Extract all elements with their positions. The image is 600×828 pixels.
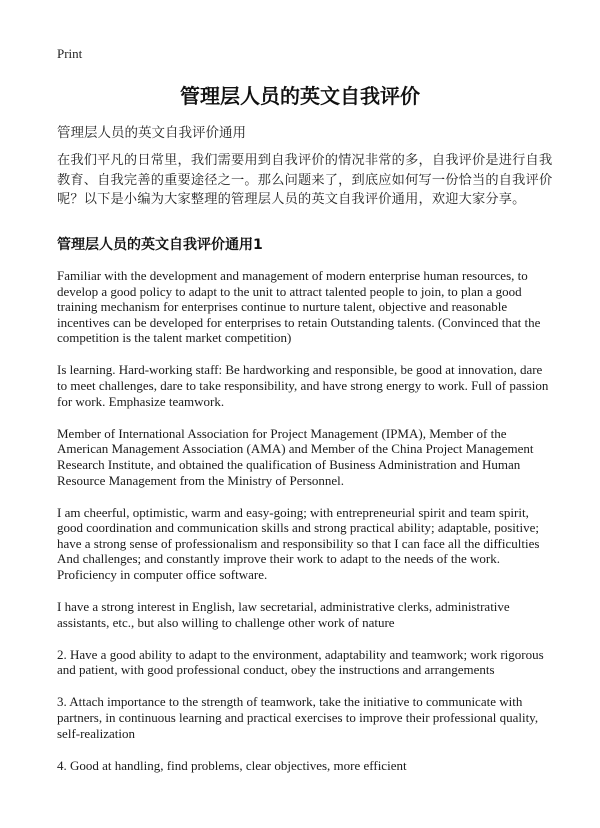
- body-paragraph: 2. Have a good ability to adapt to the environment, adaptability and teamwork; work rigorous and patient, with good professional conduct, obey the instructions and arrangements: [57, 646, 544, 678]
- body-paragraph: Familiar with the development and management of modern enterprise human resources, to develop a good policy to adapt to the unit to attract talented people to join, to plan a good training mechanism for enterprises continue to nurture talent, objective and reasonable incentives can be developed for enterprises to retain Outstanding talents. (Convinced that the competition is the talent market competition): [57, 268, 541, 346]
- page-title: 管理层人员的英文自我评价: [180, 84, 420, 108]
- body-paragraph: I am cheerful, optimistic, warm and easy-going; with entrepreneurial spirit and team spirit, good coordination and communication skills and strong practical ability; adaptable, positive; have a strong sense of professionalism and responsibility so that I can face all the difficulties And challenges; and constantly improve their work to adapt to the needs of the work. Proficiency in computer office software.: [57, 504, 540, 582]
- print-link[interactable]: Print: [57, 46, 83, 61]
- body-paragraph: I have a strong interest in English, law secretarial, administrative clerks, administrative assistants, etc., but also willing to challenge other work of nature: [57, 599, 510, 630]
- body-paragraph: 4. Good at handling, find problems, clear objectives, more efficient: [57, 757, 407, 773]
- section-heading: 管理层人员的英文自我评价通用1: [57, 237, 263, 253]
- subtitle: 管理层人员的英文自我评价通用: [57, 125, 246, 141]
- body-paragraph: 3. Attach importance to the strength of teamwork, take the initiative to communicate with partners, in continuous learning and practical exercises to improve their professional quality, self-realization: [57, 694, 539, 741]
- body-paragraph: Is learning. Hard-working staff: Be hardworking and responsible, be good at innovation, dare to meet challenges, dare to take responsibility, and have strong energy to work. Full of passion for work. Emphasize teamwork.: [57, 362, 549, 409]
- intro-paragraph: 在我们平凡的日常里，我们需要用到自我评价的情况非常的多，自我评价是进行自我教育、自我完善的重要途径之一。那么问题来了，到底应如何写一份恰当的自我评价呢？以下是小编为大家整理的管理层人员的英文自我评价通用，欢迎大家分享。: [57, 153, 553, 207]
- body-paragraph: Member of International Association for Project Management (IPMA), Member of the American Management Association (AMA) and Member of the China Project Management Research Institute, and obtained the qualification of Business Administration and Human Resource Management from the Ministry of Personnel.: [57, 425, 534, 488]
- article-body: [57, 268, 553, 790]
